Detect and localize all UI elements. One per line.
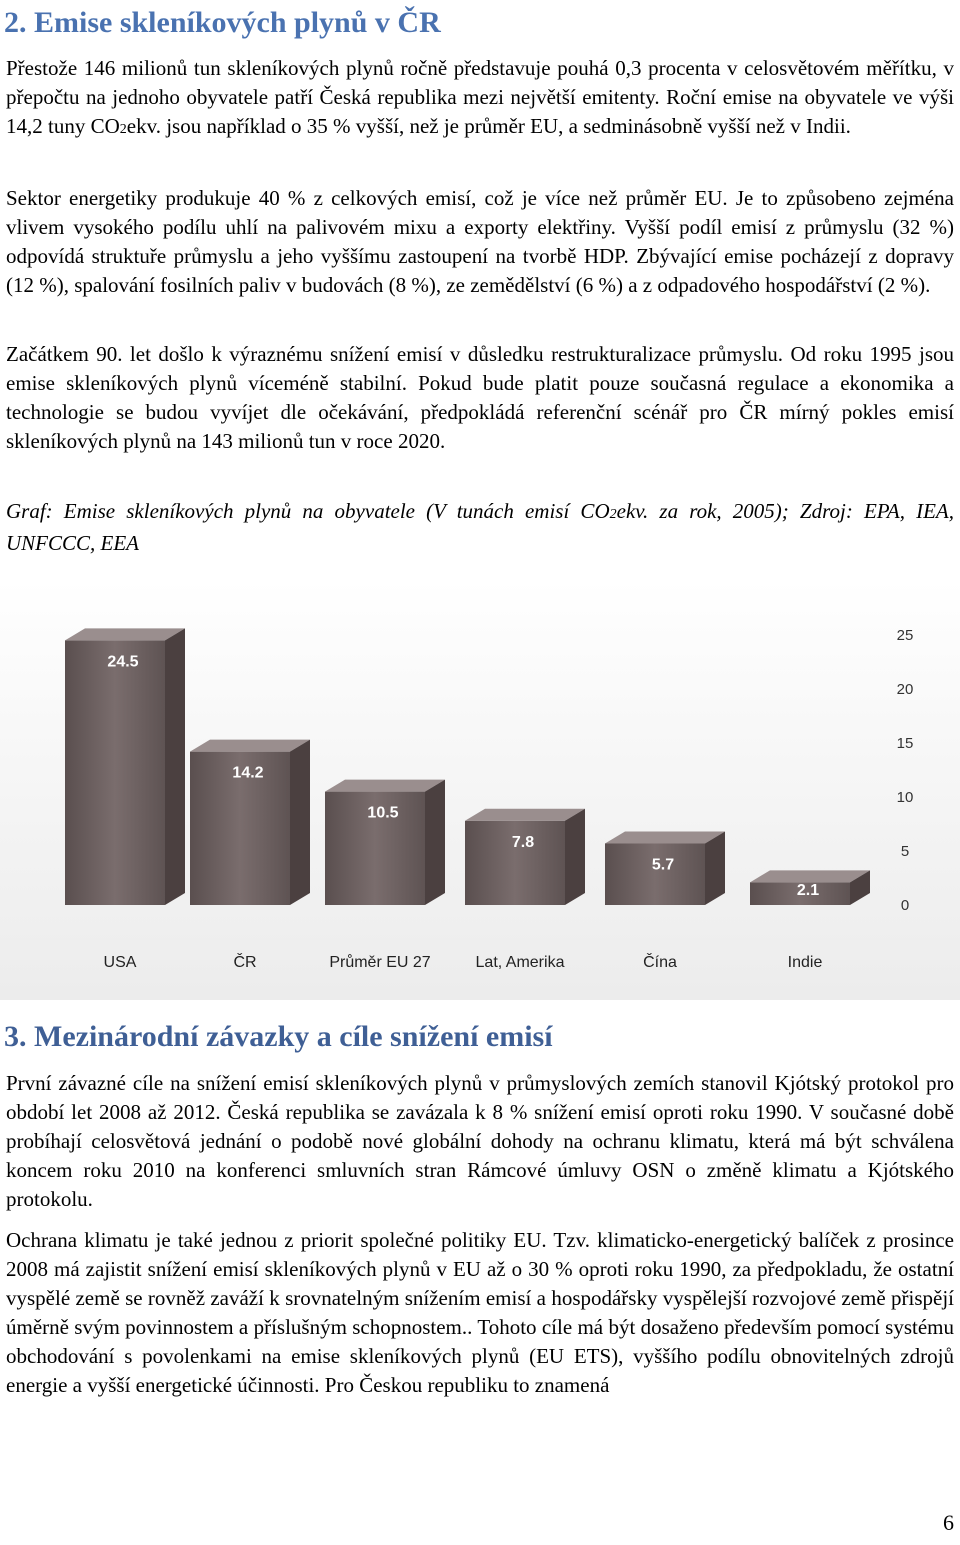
- category-label: Lat, Amerika: [475, 954, 565, 971]
- bar-top-4: [465, 809, 585, 821]
- category-label: Průměr EU 27: [329, 954, 431, 971]
- bar-side-4: [565, 809, 585, 905]
- y-tick-label: 20: [896, 681, 914, 698]
- bar-1: [65, 640, 165, 905]
- y-tick-label: 25: [896, 627, 914, 644]
- bar-value-label: 10.5: [367, 804, 399, 822]
- page-number: 6: [943, 1510, 954, 1535]
- emissions-bar-chart: [0, 580, 960, 1000]
- paragraph-kyoto: První závazné cíle na snížení emisí skleníkových plynů v průmyslových zemích stanovil Kjótský protokol pro období let 2008 až 2012. Česká republika se zavázala k 8 % snížení emisí oproti roku 1990. V současné době probíhají celosvětová jednání o podobě nové globální dohody na ochranu klimatu, která má být schválena koncem roku 2010 na konferenci smluvních stran Rámcové úmluvy OSN o změně klimatu a Kjótského protokolu.: [6, 1071, 954, 1211]
- category-label: ČR: [233, 954, 257, 971]
- bar-value-label: 2.1: [796, 882, 820, 899]
- y-tick-label: 15: [896, 735, 914, 752]
- bar-5: [605, 843, 705, 905]
- paragraph-trend: Začátkem 90. let došlo k výraznému snížení emisí v důsledku restrukturalizace průmyslu. Od roku 1995 jsou emise skleníkových plynů víceméně stabilní. Pokud bude platit pouze současná regulace a ekonomika a technologie se budou vyvíjet dle očekávání, předpokládá referenční scénář pro ČR mírný pokles emisí skleníkových plynů na 143 milionů tun v roce 2020.: [6, 342, 954, 453]
- bar-top-5: [605, 831, 725, 843]
- bar-value-label: 14.2: [232, 764, 264, 782]
- y-tick-label: 10: [896, 789, 914, 806]
- section-3-heading: 3. Mezinárodní závazky a cíle snížení emisí: [4, 1020, 553, 1053]
- category-label: Čína: [643, 954, 677, 971]
- bar-top-3: [325, 780, 445, 792]
- paragraph-eu-policy: Ochrana klimatu je také jednou z priorit společné politiky EU. Tzv. klimaticko-energetický balíček z prosince 2008 má zajistit snížení emisí skleníkových plynů v EU až o 30 % oproti roku 1990, za předpokladu, že ostatní vyspělé země se rovněž zaváží k srovnatelným snížením emisí a hospodářsky vyspělejší rozvojové země přispějí úměrně svým povinnostem a příslušným schopnostem.. Tohoto cíle má být dosaženo především pomocí systému obchodování s povolenkami na emise skleníkových plynů (EU ETS), vyššího podílu obnovitelných zdrojů energie a vyšší energetické účinnosti. Pro Českou republiku to znamená: [6, 1228, 954, 1397]
- paragraph-emissions-intro: Přestože 146 milionů tun skleníkových plynů ročně představuje pouhá 0,3 procenta v celosvětovém měřítku, v přepočtu na jednoho obyvatele patří Česká republika mezi největší emitenty. Roční emise na obyvatele ve výši 14,2 tuny CO2ekv. jsou například o 35 % vyšší, než je průměr EU, a sedminásobně vyšší než v Indii.: [6, 56, 954, 138]
- bar-value-label: 5.7: [651, 856, 675, 874]
- y-tick-label: 5: [900, 843, 910, 860]
- bar-side-2: [290, 740, 310, 905]
- bar-side-3: [425, 780, 445, 905]
- bar-value-label: 7.8: [511, 833, 535, 851]
- category-label: Indie: [787, 954, 823, 971]
- bar-top-2: [190, 740, 310, 752]
- y-tick-label: 0: [900, 897, 910, 914]
- section-2-heading: 2. Emise skleníkových plynů v ČR: [4, 6, 441, 39]
- bar-top-1: [65, 628, 185, 640]
- bar-top-6: [750, 870, 870, 882]
- bar-side-5: [705, 831, 725, 905]
- category-label: USA: [103, 954, 137, 971]
- chart-caption: Graf: Emise skleníkových plynů na obyvatele (V tunách emisí CO2ekv. za rok, 2005); Zdroj: EPA, IEA, UNFCCC, EEA: [6, 499, 954, 555]
- paragraph-energy-sector: Sektor energetiky produkuje 40 % z celkových emisí, což je více než průměr EU. Je to způsobeno zejména vlivem vysokého podílu uhlí na palivovém mixu a exporty elektřiny. Vyšší podíl emisí z průmyslu (32 %) odpovídá struktuře průmyslu a jeho vyššímu zastoupení na tvorbě HDP. Zbývající emise pocházejí z dopravy (12 %), spalování fosilních paliv v budovách (8 %), ze zemědělství (6 %) a z odpadového hospodářství (2 %).: [6, 186, 954, 297]
- bar-side-1: [165, 628, 185, 905]
- bar-value-label: 24.5: [107, 653, 139, 671]
